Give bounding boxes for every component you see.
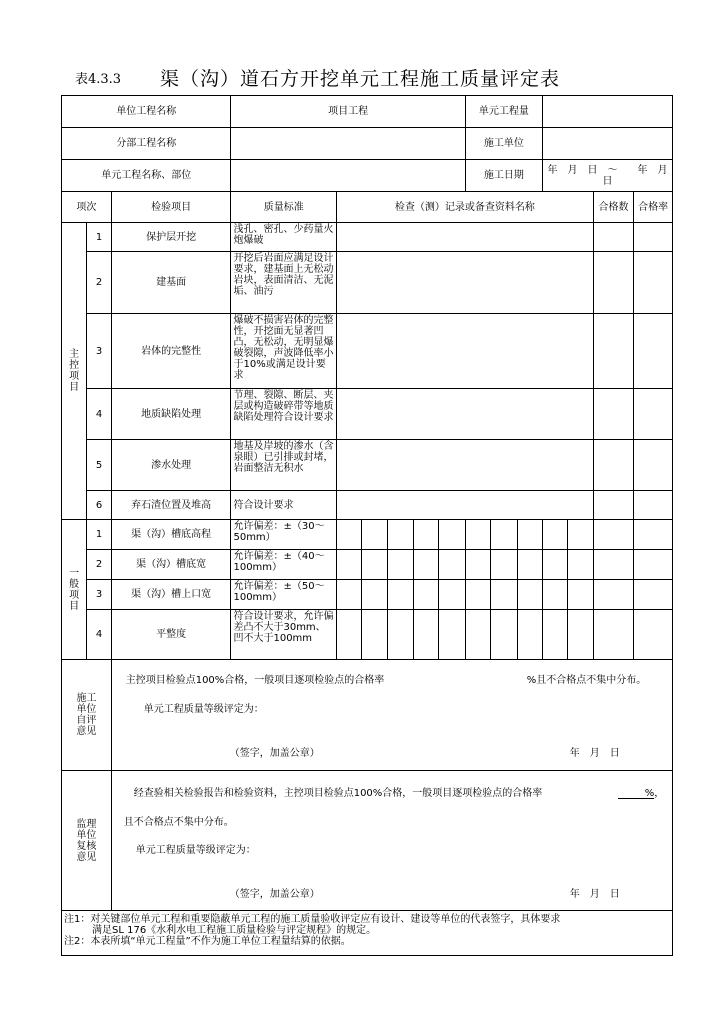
main-control-label-text: 主控项目 <box>69 349 80 393</box>
quality-std: 符合设计要求，允许偏差凸不大于30mm、凹不大于100mm <box>231 610 337 660</box>
column-header-row <box>62 192 673 223</box>
row-no: 4 <box>87 610 111 660</box>
row-no: 1 <box>87 520 111 550</box>
measure-cell[interactable] <box>542 610 567 660</box>
pass-rate-cell[interactable] <box>634 550 673 580</box>
supervisor-line3: 单元工程质量等级评定为： <box>135 845 256 856</box>
check-item: 岩体的完整性 <box>111 314 231 389</box>
self-eval-sign: （签字，加盖公章） <box>229 748 320 759</box>
quality-std: 开挖后岩面应满足设计要求，建基面上无松动岩块，表面清洁、无泥垢、油污 <box>231 252 337 314</box>
measure-cell[interactable] <box>517 550 542 580</box>
self-eval-body[interactable] <box>111 660 672 771</box>
pass-count-cell[interactable] <box>593 520 634 550</box>
measure-cell[interactable] <box>491 580 517 610</box>
table-row <box>62 314 673 389</box>
pass-rate-cell[interactable] <box>634 389 673 440</box>
table-row <box>62 491 673 520</box>
check-item: 地质缺陷处理 <box>111 389 231 440</box>
row-no: 6 <box>87 491 111 520</box>
pass-count-cell[interactable] <box>593 580 634 610</box>
measure-cell[interactable] <box>465 550 490 580</box>
measure-cell[interactable] <box>465 610 490 660</box>
row-no: 5 <box>87 440 111 491</box>
pass-rate-cell[interactable] <box>634 252 673 314</box>
measure-cell[interactable] <box>568 580 593 610</box>
table-row <box>62 440 673 491</box>
self-eval-line2: 单元工程质量等级评定为： <box>143 704 264 715</box>
table-row <box>62 580 673 610</box>
self-eval-date: 年 月 日 <box>569 748 620 759</box>
record-cell[interactable] <box>337 252 594 314</box>
note-1b: 满足SL 176《水利水电工程施工质量检验与评定规程》的规定。 <box>92 925 377 936</box>
self-eval-label <box>62 660 112 771</box>
info-row-sub-project <box>62 128 673 160</box>
measure-cell[interactable] <box>414 520 439 550</box>
measure-cell[interactable] <box>568 610 593 660</box>
form-title: 渠（沟）道石方开挖单元工程施工质量评定表 <box>160 68 561 90</box>
self-eval-label-text: 施工单位自评意见 <box>76 693 97 737</box>
supervisor-row <box>62 771 673 911</box>
measure-cell[interactable] <box>517 520 542 550</box>
measure-cell[interactable] <box>542 520 567 550</box>
quality-std: 爆破不损害岩体的完整性，开挖面无显著凹凸，无松动，无明显爆破裂隙，声波降低率小于10%或满足设计要求 <box>231 314 337 389</box>
info-row-element <box>62 160 673 192</box>
general-label-text: 一般项目 <box>69 567 80 612</box>
col-pass-rate: 合格率 <box>634 192 673 223</box>
quality-std: 节理、裂隙、断层、夹层或构造破碎带等地质缺陷处理符合设计要求 <box>231 389 337 440</box>
note-1a: 注1：对关键部位单元工程和重要隐蔽单元工程的施工质量验收评定应有设计、建设等单位的代表签字，具体要求 <box>64 914 561 925</box>
unit-quantity-label: 单元工程量 <box>465 96 542 128</box>
table-row <box>62 610 673 660</box>
pass-rate-cell[interactable] <box>634 610 673 660</box>
pass-rate-cell[interactable] <box>634 520 673 550</box>
sub-project-label: 分部工程名称 <box>62 128 231 160</box>
sub-project-value[interactable] <box>231 128 465 160</box>
measure-cell[interactable] <box>387 550 413 580</box>
check-item: 渠（沟）槽底高程 <box>111 520 231 550</box>
self-eval-row <box>62 660 673 771</box>
quality-std: 地基及岸坡的渗水（含泉眼）已引排或封堵，岩面整洁无积水 <box>231 440 337 491</box>
measure-cell[interactable] <box>465 580 490 610</box>
element-name-value[interactable] <box>231 160 465 192</box>
measure-cell[interactable] <box>387 610 413 660</box>
unit-project-label: 单位工程名称 <box>62 96 231 128</box>
measure-cell[interactable] <box>414 580 439 610</box>
measure-cell[interactable] <box>439 580 465 610</box>
construction-unit-label: 施工单位 <box>465 128 542 160</box>
quality-std: 浅孔、密孔、少药量火炮爆破 <box>231 223 337 252</box>
pass-count-cell[interactable] <box>593 314 634 389</box>
pass-count-cell[interactable] <box>593 550 634 580</box>
info-row-unit-project <box>62 96 673 128</box>
measure-cell[interactable] <box>337 580 362 610</box>
supervisor-line2: 且不合格点不集中分布。 <box>123 817 234 828</box>
self-eval-line1-tail: %且不合格点不集中分布。 <box>526 675 647 686</box>
check-item: 建基面 <box>111 252 231 314</box>
table-row <box>62 520 673 550</box>
col-item-no: 项次 <box>62 192 112 223</box>
check-item: 渠（沟）槽上口宽 <box>111 580 231 610</box>
table-row <box>62 389 673 440</box>
measure-cell[interactable] <box>337 550 362 580</box>
measure-cell[interactable] <box>362 550 387 580</box>
table-row <box>62 223 673 252</box>
record-cell[interactable] <box>337 440 594 491</box>
measure-cell[interactable] <box>337 610 362 660</box>
measure-cell[interactable] <box>337 520 362 550</box>
pass-count-cell[interactable] <box>593 491 634 520</box>
check-item: 渗水处理 <box>111 440 231 491</box>
measure-cell[interactable] <box>542 550 567 580</box>
measure-cell[interactable] <box>414 550 439 580</box>
pass-rate-cell[interactable] <box>634 491 673 520</box>
table-row <box>62 550 673 580</box>
unit-quantity-value[interactable] <box>542 96 672 128</box>
quality-std: 允许偏差：±（40～100mm） <box>231 550 337 580</box>
pass-rate-cell[interactable] <box>634 580 673 610</box>
element-name-label: 单元工程名称、部位 <box>62 160 231 192</box>
measure-cell[interactable] <box>362 610 387 660</box>
note-2: 注2：本表所填“单元工程量”不作为施工单位工程量结算的依据。 <box>64 936 351 947</box>
row-no: 3 <box>87 580 111 610</box>
pass-rate-cell[interactable] <box>634 223 673 252</box>
measure-cell[interactable] <box>568 550 593 580</box>
measure-cell[interactable] <box>517 610 542 660</box>
measure-cell[interactable] <box>387 520 413 550</box>
row-no: 4 <box>87 389 111 440</box>
row-no: 2 <box>87 550 111 580</box>
col-records: 检查（测）记录或备查资料名称 <box>337 192 594 223</box>
unit-project-value[interactable]: 项目工程 <box>231 96 465 128</box>
measure-cell[interactable] <box>439 550 465 580</box>
supervisor-sign: （签字，加盖公章） <box>229 889 320 900</box>
quality-assessment-form <box>61 95 678 956</box>
measure-cell[interactable] <box>439 520 465 550</box>
construction-date-range[interactable]: 年 月 日 ～ 年 月 日 <box>542 160 672 192</box>
record-cell[interactable] <box>337 389 594 440</box>
measure-cell[interactable] <box>414 610 439 660</box>
supervisor-body[interactable] <box>111 771 672 911</box>
check-item: 弃石渣位置及堆高 <box>111 491 231 520</box>
quality-std: 符合设计要求 <box>231 491 337 520</box>
measure-cell[interactable] <box>542 580 567 610</box>
measure-cell[interactable] <box>491 520 517 550</box>
form-header <box>0 64 722 94</box>
measure-cell[interactable] <box>362 520 387 550</box>
supervisor-label-text: 监理单位复核意见 <box>76 818 97 863</box>
check-item: 渠（沟）槽底宽 <box>111 550 231 580</box>
measure-cell[interactable] <box>491 550 517 580</box>
measure-cell[interactable] <box>465 520 490 550</box>
general-label <box>62 520 87 660</box>
col-check-item: 检验项目 <box>111 192 231 223</box>
supervisor-label <box>62 771 112 911</box>
record-cell[interactable] <box>337 491 594 520</box>
row-no: 2 <box>87 252 111 314</box>
self-eval-line1: 主控项目检验点100%合格，一般项目逐项检验点的合格率 <box>125 675 385 686</box>
notes-row <box>62 911 673 956</box>
table-row <box>62 252 673 314</box>
record-cell[interactable] <box>337 223 594 252</box>
measure-cell[interactable] <box>491 610 517 660</box>
construction-unit-value[interactable] <box>542 128 672 160</box>
check-item: 保护层开挖 <box>111 223 231 252</box>
measure-cell[interactable] <box>362 580 387 610</box>
check-item: 平整度 <box>111 610 231 660</box>
row-no: 1 <box>87 223 111 252</box>
quality-std: 允许偏差：±（50～100mm） <box>231 580 337 610</box>
pass-count-cell[interactable] <box>593 223 634 252</box>
main-control-label <box>62 223 87 520</box>
measure-cell[interactable] <box>517 580 542 610</box>
pass-rate-cell[interactable] <box>634 314 673 389</box>
pass-rate-cell[interactable] <box>634 440 673 491</box>
pass-count-cell[interactable] <box>593 440 634 491</box>
measure-cell[interactable] <box>568 520 593 550</box>
measure-cell[interactable] <box>387 580 413 610</box>
pass-count-cell[interactable] <box>593 252 634 314</box>
supervisor-line1-tail: %， <box>644 788 665 799</box>
quality-std: 允许偏差：±（30～50mm） <box>231 520 337 550</box>
row-no: 3 <box>87 314 111 389</box>
col-quality-std: 质量标准 <box>231 192 337 223</box>
table-number: 表4.3.3 <box>75 72 122 87</box>
pass-count-cell[interactable] <box>593 389 634 440</box>
notes <box>62 911 673 956</box>
supervisor-date: 年 月 日 <box>569 889 620 900</box>
record-cell[interactable] <box>337 314 594 389</box>
measure-cell[interactable] <box>439 610 465 660</box>
construction-date-label: 施工日期 <box>465 160 542 192</box>
pass-count-cell[interactable] <box>593 610 634 660</box>
supervisor-line1: 经查验相关检验报告和检验资料，主控项目检验点100%合格，一般项目逐项检验点的合格率 <box>133 788 543 799</box>
col-pass-count: 合格数 <box>593 192 634 223</box>
